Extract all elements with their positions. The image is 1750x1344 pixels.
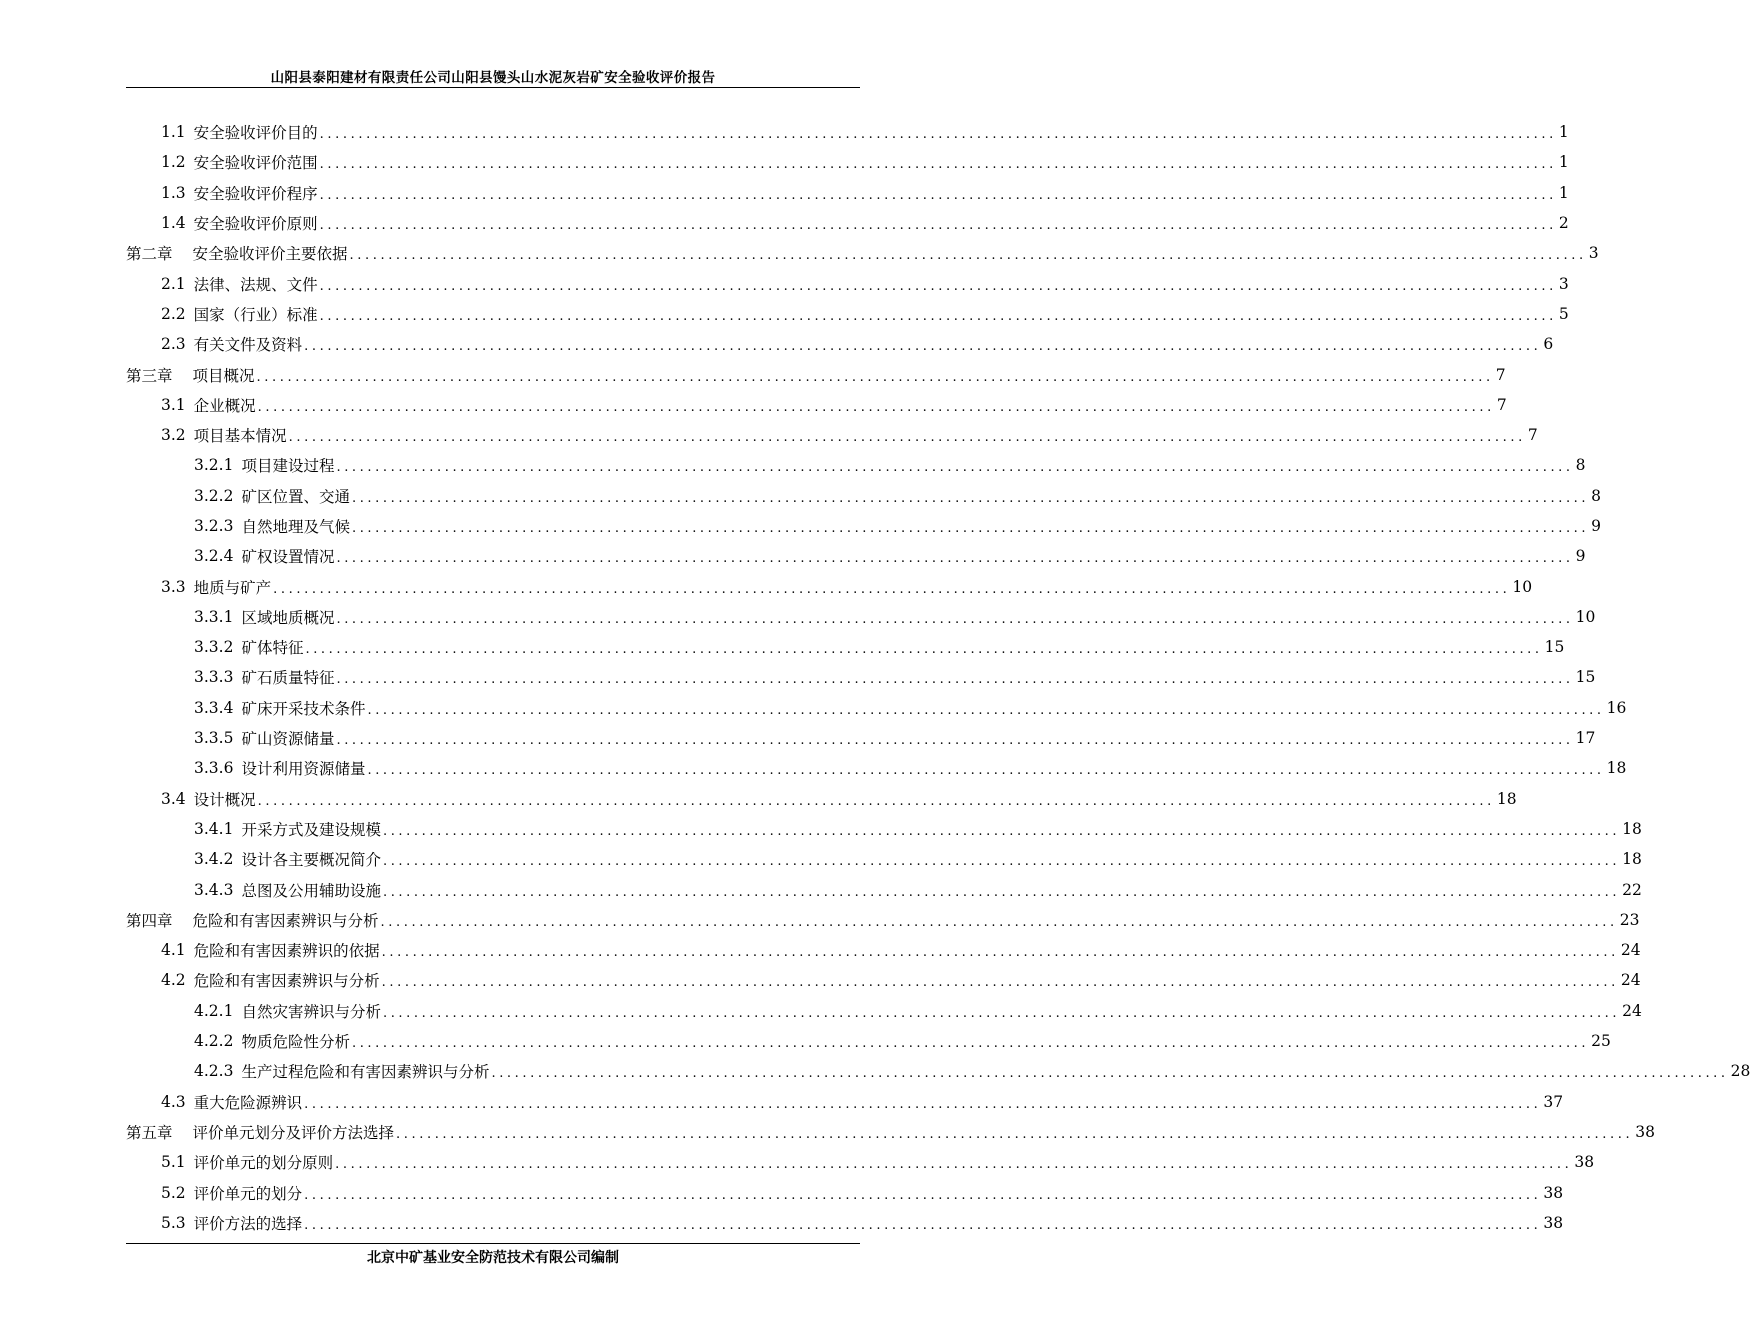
toc-entry[interactable] xyxy=(126,905,1640,935)
toc-entry-number: 3.4.1 xyxy=(194,819,234,838)
toc-dot-leader: ................................................................................................................................................................ xyxy=(367,763,1605,779)
toc-page-number: 9 xyxy=(1591,517,1602,535)
toc-page-number: 2 xyxy=(1558,214,1569,233)
toc-dot-leader: ................................................................................................................................................................ xyxy=(305,642,1543,658)
toc-entry-number: 3.3.3 xyxy=(194,668,234,687)
toc-page-number: 8 xyxy=(1575,456,1586,475)
toc-entry[interactable] xyxy=(126,784,1517,814)
toc-entry-title: 矿体特征 xyxy=(241,639,304,658)
toc-entry-title: 地质与矿产 xyxy=(193,578,272,597)
toc-dot-leader: ................................................................................................................................................................ xyxy=(382,884,1621,900)
toc-page-number: 28 xyxy=(1730,1062,1750,1081)
toc-dot-leader: ................................................................................................................................................................ xyxy=(351,490,1590,506)
toc-entry[interactable] xyxy=(126,814,1642,844)
toc-page-number: 18 xyxy=(1622,819,1642,838)
toc-dot-leader: ................................................................................................................................................................ xyxy=(367,702,1605,718)
toc-entry-number: 3.2.1 xyxy=(194,456,234,475)
toc-entry[interactable] xyxy=(126,1208,1564,1238)
toc-page-number: 18 xyxy=(1496,789,1517,808)
header-rule xyxy=(126,87,860,88)
toc-entry-number: 3.3.4 xyxy=(194,698,234,717)
toc-dot-leader: ................................................................................................................................................................ xyxy=(319,218,1557,234)
toc-entry-number: 第四章 xyxy=(126,911,173,930)
toc-page-number: 9 xyxy=(1575,547,1586,566)
toc-entry-title: 设计各主要概况简介 xyxy=(241,851,381,870)
toc-page-number: 18 xyxy=(1606,759,1627,778)
toc-entry-number: 3.3.5 xyxy=(194,729,234,748)
toc-entry-title: 生产过程危险和有害因素辨识与分析 xyxy=(241,1063,490,1082)
footer-rule xyxy=(126,1243,860,1244)
toc-entry[interactable] xyxy=(126,844,1642,874)
toc-dot-leader: ................................................................................................................................................................ xyxy=(288,430,1526,446)
toc-entry-number: 3.2.2 xyxy=(194,486,234,505)
toc-entry[interactable] xyxy=(126,329,1554,359)
toc-page-number: 24 xyxy=(1620,941,1641,960)
toc-page-number: 1 xyxy=(1558,123,1569,142)
toc-entry[interactable] xyxy=(126,753,1627,783)
toc-entry-title: 矿石质量特征 xyxy=(241,669,335,688)
toc-entry[interactable] xyxy=(126,178,1569,208)
toc-dot-leader: ................................................................................................................................................................ xyxy=(304,1096,1542,1112)
toc-entry-number: 2.2 xyxy=(161,304,186,323)
toc-page-number: 8 xyxy=(1591,486,1602,505)
toc-entry-title: 安全验收评价原则 xyxy=(193,215,318,234)
toc-entry[interactable] xyxy=(126,1087,1564,1117)
toc-page-number: 7 xyxy=(1495,365,1506,384)
toc-page-number: 5 xyxy=(1558,304,1569,323)
toc-page-number: 38 xyxy=(1635,1122,1655,1141)
toc-dot-leader: ................................................................................................................................................................ xyxy=(335,1157,1573,1173)
toc-dot-leader: ................................................................................................................................................................ xyxy=(336,611,1574,627)
toc-entry-number: 第三章 xyxy=(126,366,173,385)
toc-entry-number: 3.2.3 xyxy=(194,517,234,535)
toc-entry[interactable] xyxy=(126,632,1565,662)
toc-dot-leader: ................................................................................................................................................................ xyxy=(382,1005,1621,1021)
toc-page-number: 38 xyxy=(1543,1213,1564,1232)
toc-entry-number: 2.3 xyxy=(161,335,186,354)
toc-entry[interactable] xyxy=(126,571,1533,601)
toc-entry[interactable] xyxy=(126,1056,1750,1086)
toc-page-number: 18 xyxy=(1622,850,1642,869)
toc-dot-leader: ................................................................................................................................................................ xyxy=(256,369,1494,385)
toc-entry-title: 危险和有害因素辨识与分析 xyxy=(192,911,379,930)
toc-entry-number: 4.3 xyxy=(161,1092,186,1111)
toc-entry-title: 区域地质概况 xyxy=(241,608,335,627)
toc-entry-title: 物质危险性分析 xyxy=(241,1033,350,1052)
toc-entry[interactable] xyxy=(126,1177,1564,1207)
toc-entry-title: 设计概况 xyxy=(193,790,256,809)
toc-page-number: 7 xyxy=(1527,426,1538,445)
toc-entry[interactable] xyxy=(126,359,1506,389)
toc-entry[interactable] xyxy=(126,481,1602,511)
toc-entry[interactable] xyxy=(126,662,1596,692)
toc-entry-number: 3.2.4 xyxy=(194,547,234,566)
toc-page-number: 3 xyxy=(1558,274,1569,293)
toc-entry-number: 4.2.3 xyxy=(194,1062,234,1081)
toc-dot-leader: ................................................................................................................................................................ xyxy=(336,460,1574,476)
toc-page-number: 16 xyxy=(1606,698,1627,717)
toc-dot-leader: ................................................................................................................................................................ xyxy=(319,278,1557,294)
toc-entry[interactable] xyxy=(126,390,1507,420)
toc-entry-title: 国家（行业）标准 xyxy=(193,305,318,324)
page-footer: 北京中矿基业安全防范技术有限公司编制 xyxy=(367,1250,619,1266)
toc-entry-number: 1.1 xyxy=(161,123,186,142)
toc-entry-number: 5.3 xyxy=(161,1213,186,1232)
toc-entry-number: 3.2 xyxy=(161,426,186,445)
toc-entry-number: 1.2 xyxy=(161,153,186,172)
toc-dot-leader: ................................................................................................................................................................ xyxy=(319,187,1557,203)
toc-dot-leader: ................................................................................................................................................................ xyxy=(304,1187,1542,1203)
toc-page-number: 1 xyxy=(1558,153,1569,172)
toc-page-number: 38 xyxy=(1574,1153,1595,1172)
toc-entry-number: 3.3.1 xyxy=(194,607,234,626)
toc-entry-number: 4.1 xyxy=(161,941,186,960)
toc-page-number: 15 xyxy=(1544,638,1565,657)
toc-entry[interactable] xyxy=(126,147,1569,177)
table-of-contents xyxy=(126,117,1750,1238)
toc-dot-leader: ................................................................................................................................................................ xyxy=(257,793,1495,809)
toc-page-number: 1 xyxy=(1558,183,1569,202)
toc-page-number: 24 xyxy=(1622,1001,1642,1020)
toc-entry-title: 开采方式及建设规模 xyxy=(241,820,381,839)
toc-dot-leader: ................................................................................................................................................................ xyxy=(491,1066,1729,1082)
toc-dot-leader: ................................................................................................................................................................ xyxy=(336,551,1574,567)
toc-dot-leader: ................................................................................................................................................................ xyxy=(319,308,1557,324)
toc-entry-title: 项目基本情况 xyxy=(193,427,287,446)
toc-dot-leader: ................................................................................................................................................................ xyxy=(349,248,1587,264)
toc-entry-title: 有关文件及资料 xyxy=(193,336,303,355)
toc-entry[interactable] xyxy=(126,208,1569,238)
toc-entry[interactable] xyxy=(126,693,1627,723)
toc-dot-leader: ................................................................................................................................................................ xyxy=(380,914,1618,930)
toc-entry[interactable] xyxy=(126,117,1569,147)
toc-entry-title: 重大危险源辨识 xyxy=(193,1093,303,1112)
page-header: 山阳县泰阳建材有限责任公司山阳县馒头山水泥灰岩矿安全验收评价报告 xyxy=(270,70,716,86)
toc-entry-title: 矿权设置情况 xyxy=(241,548,335,567)
toc-dot-leader: ................................................................................................................................................................ xyxy=(319,127,1557,143)
toc-page-number: 25 xyxy=(1591,1032,1611,1051)
toc-entry-title: 矿区位置、交通 xyxy=(241,487,350,506)
toc-entry[interactable] xyxy=(126,420,1538,450)
toc-entry[interactable] xyxy=(126,723,1596,753)
toc-entry-title: 评价单元的划分 xyxy=(193,1184,303,1203)
toc-entry-title: 自然灾害辨识与分析 xyxy=(241,1002,381,1021)
toc-entry-number: 4.2.2 xyxy=(194,1032,234,1051)
toc-page-number: 22 xyxy=(1622,880,1642,899)
toc-entry[interactable] xyxy=(126,1026,1611,1056)
toc-page-number: 38 xyxy=(1543,1183,1564,1202)
toc-dot-leader: ................................................................................................................................................................ xyxy=(336,733,1574,749)
toc-entry-title: 安全验收评价主要依据 xyxy=(192,245,348,264)
toc-page-number: 15 xyxy=(1575,668,1596,687)
toc-entry-title: 危险和有害因素辨识与分析 xyxy=(193,972,380,991)
toc-dot-leader: ................................................................................................................................................................ xyxy=(351,1036,1590,1052)
toc-entry-title: 评价单元划分及评价方法选择 xyxy=(192,1123,395,1142)
toc-entry-number: 3.4.2 xyxy=(194,850,234,869)
toc-entry-title: 矿山资源储量 xyxy=(241,730,335,749)
toc-entry-title: 安全验收评价目的 xyxy=(193,124,318,143)
toc-entry-title: 危险和有害因素辨识的依据 xyxy=(193,942,380,961)
toc-entry-number: 第五章 xyxy=(126,1123,173,1142)
toc-entry-number: 第二章 xyxy=(126,245,173,264)
toc-dot-leader: ................................................................................................................................................................ xyxy=(304,339,1542,355)
toc-entry-number: 1.4 xyxy=(161,214,186,233)
toc-entry-title: 设计利用资源储量 xyxy=(241,760,366,779)
toc-entry-title: 法律、法规、文件 xyxy=(193,275,318,294)
toc-entry-number: 5.2 xyxy=(161,1183,186,1202)
toc-entry-title: 矿床开采技术条件 xyxy=(241,699,366,718)
toc-dot-leader: ................................................................................................................................................................ xyxy=(381,945,1619,961)
toc-page-number: 37 xyxy=(1543,1092,1564,1111)
toc-dot-leader: ................................................................................................................................................................ xyxy=(396,1126,1634,1142)
toc-entry-number: 3.3.6 xyxy=(194,759,234,778)
toc-page-number: 10 xyxy=(1575,607,1596,626)
toc-dot-leader: ................................................................................................................................................................ xyxy=(273,581,1511,597)
toc-entry-number: 5.1 xyxy=(161,1153,186,1172)
toc-entry-title: 评价方法的选择 xyxy=(193,1214,303,1233)
toc-entry[interactable] xyxy=(126,996,1642,1026)
toc-entry-number: 3.4.3 xyxy=(194,880,234,899)
toc-entry[interactable] xyxy=(126,299,1569,329)
toc-dot-leader: ................................................................................................................................................................ xyxy=(381,975,1619,991)
toc-page-number: 3 xyxy=(1588,244,1599,263)
toc-entry[interactable] xyxy=(126,602,1596,632)
toc-dot-leader: ................................................................................................................................................................ xyxy=(351,521,1590,536)
toc-page-number: 6 xyxy=(1543,335,1554,354)
toc-entry[interactable] xyxy=(126,1117,1655,1147)
toc-entry-title: 安全验收评价程序 xyxy=(193,184,318,203)
toc-dot-leader: ................................................................................................................................................................ xyxy=(382,823,1621,839)
toc-entry-number: 2.1 xyxy=(161,274,186,293)
toc-page-number: 24 xyxy=(1620,971,1641,990)
toc-entry[interactable] xyxy=(126,874,1642,904)
toc-page-number: 7 xyxy=(1496,395,1507,414)
toc-entry-title: 企业概况 xyxy=(193,396,256,415)
toc-dot-leader: ................................................................................................................................................................ xyxy=(336,672,1574,688)
toc-page-number: 10 xyxy=(1512,577,1533,596)
toc-entry-number: 3.3 xyxy=(161,577,186,596)
toc-entry-title: 评价单元的划分原则 xyxy=(193,1154,334,1173)
toc-entry-title: 项目概况 xyxy=(192,366,255,385)
toc-entry[interactable] xyxy=(126,238,1599,268)
toc-entry-number: 3.3.2 xyxy=(194,638,234,657)
toc-page-number: 23 xyxy=(1619,910,1640,929)
toc-entry[interactable] xyxy=(126,1147,1595,1177)
toc-entry[interactable] xyxy=(126,965,1641,995)
toc-entry[interactable] xyxy=(126,511,1602,541)
toc-entry[interactable] xyxy=(126,541,1586,571)
toc-entry-title: 自然地理及气候 xyxy=(241,518,350,536)
toc-entry-number: 1.3 xyxy=(161,183,186,202)
toc-dot-leader: ................................................................................................................................................................ xyxy=(304,1217,1542,1233)
toc-entry[interactable] xyxy=(126,450,1586,480)
toc-dot-leader: ................................................................................................................................................................ xyxy=(319,157,1557,173)
toc-entry-number: 3.4 xyxy=(161,789,186,808)
toc-entry[interactable] xyxy=(126,935,1641,965)
toc-entry-title: 总图及公用辅助设施 xyxy=(241,881,381,900)
toc-entry-number: 3.1 xyxy=(161,395,186,414)
toc-entry-number: 4.2 xyxy=(161,971,186,990)
toc-entry[interactable] xyxy=(126,268,1569,298)
toc-entry-number: 4.2.1 xyxy=(194,1001,234,1020)
toc-entry-title: 安全验收评价范围 xyxy=(193,154,318,173)
toc-page-number: 17 xyxy=(1575,729,1596,748)
toc-dot-leader: ................................................................................................................................................................ xyxy=(257,399,1495,415)
toc-entry-title: 项目建设过程 xyxy=(241,457,335,476)
toc-dot-leader: ................................................................................................................................................................ xyxy=(382,854,1621,870)
